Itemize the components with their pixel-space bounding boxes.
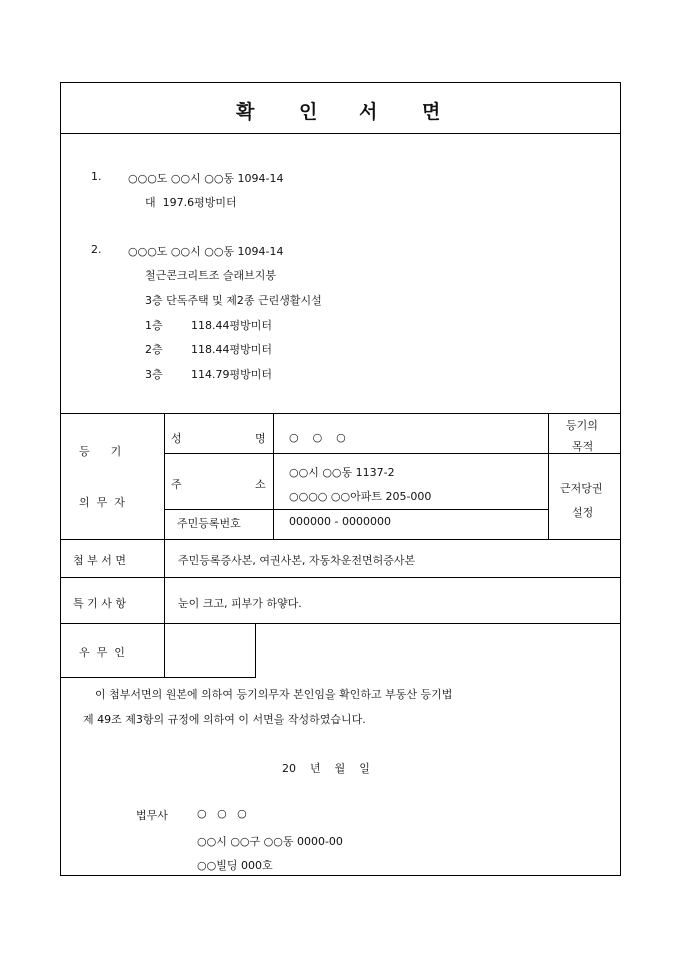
floor-2-label: 2층: [145, 343, 163, 356]
registrant-address-line1: ○○시 ○○동 1137-2: [289, 466, 395, 479]
registrant-label-line2: 의 무 자: [79, 496, 125, 509]
name-label-a: 성: [171, 432, 182, 445]
thumbprint-top-line: [61, 623, 620, 624]
special-notes-divider: [164, 577, 165, 623]
floor-1-label: 1층: [145, 319, 163, 332]
signer-title: 법무사: [136, 809, 168, 822]
purpose-divider: [548, 413, 549, 539]
attachments-value: 주민등록증사본, 여권사본, 자동차운전면허증사본: [178, 554, 416, 567]
registrant-address-line2: ○○○○ ○○아파트 205-000: [289, 490, 432, 503]
statement-line2: 제 49조 제3항의 규정에 의하여 이 서면을 작성하였습니다.: [83, 713, 366, 726]
title-divider: [61, 133, 620, 134]
attachments-top-line: [61, 539, 620, 540]
id-number-label: 주민등록번호: [177, 517, 241, 530]
name-row-divider: [164, 453, 548, 454]
property-1-address: ○○○도 ○○시 ○○동 1094-14: [128, 172, 284, 185]
thumbprint-box-right: [255, 623, 256, 677]
address-label-b: 소: [255, 478, 266, 491]
floor-3-label: 3층: [145, 368, 163, 381]
registrant-name: ○ ○ ○: [289, 431, 346, 444]
special-notes-label: 특 기 사 항: [73, 597, 126, 610]
address-label-a: 주: [171, 478, 182, 491]
special-notes-top-line: [61, 577, 620, 578]
property-2-number: 2.: [91, 243, 102, 256]
property-2-use: 3층 단독주택 및 제2종 근린생활시설: [145, 294, 322, 307]
purpose-value-line1: 근저당권: [560, 482, 603, 495]
thumbprint-bottom-line: [61, 677, 256, 678]
floor-3-area: 114.79평방미터: [191, 368, 272, 381]
confirmation-document: [60, 82, 621, 876]
signer-name: ○ ○ ○: [197, 807, 247, 820]
special-notes-value: 눈이 크고, 피부가 하얗다.: [178, 597, 302, 610]
name-label-b: 명: [255, 432, 266, 445]
registrant-label-line1: 등 기: [79, 445, 122, 458]
date-line: 20 년 월 일: [282, 762, 370, 775]
statement-line1: 이 첨부서면의 원본에 의하여 등기의무자 본인임을 확인하고 부동산 등기법: [95, 688, 453, 701]
thumbprint-label: 우 무 인: [79, 646, 125, 659]
floor-2-area: 118.44평방미터: [191, 343, 272, 356]
property-2-address: ○○○도 ○○시 ○○동 1094-14: [128, 245, 284, 258]
floor-1-area: 118.44평방미터: [191, 319, 272, 332]
title-char-3: 서: [359, 101, 378, 123]
registrant-label-divider: [164, 413, 165, 539]
signer-address-line1: ○○시 ○○구 ○○동 0000-00: [197, 835, 343, 848]
title-char-1: 확: [236, 101, 255, 123]
title-char-4: 면: [422, 101, 441, 123]
purpose-label-line1: 등기의: [566, 419, 598, 432]
field-label-divider: [273, 413, 274, 539]
signer-address-line2: ○○빌딩 000호: [197, 859, 273, 872]
property-2-structure: 철근콘크리트조 슬래브지붕: [145, 269, 277, 282]
thumbprint-divider: [164, 623, 165, 677]
table-top-line: [61, 413, 620, 414]
id-number-value: 000000 - 0000000: [289, 515, 391, 528]
title-char-2: 인: [299, 101, 318, 123]
attachments-label: 첨 부 서 면: [73, 554, 126, 567]
attachments-divider: [164, 539, 165, 577]
property-1-land: 대 197.6평방미터: [145, 196, 237, 209]
address-row-divider: [164, 509, 548, 510]
purpose-value-line2: 설정: [572, 506, 594, 519]
property-1-number: 1.: [91, 170, 102, 183]
purpose-label-line2: 목적: [572, 440, 594, 453]
